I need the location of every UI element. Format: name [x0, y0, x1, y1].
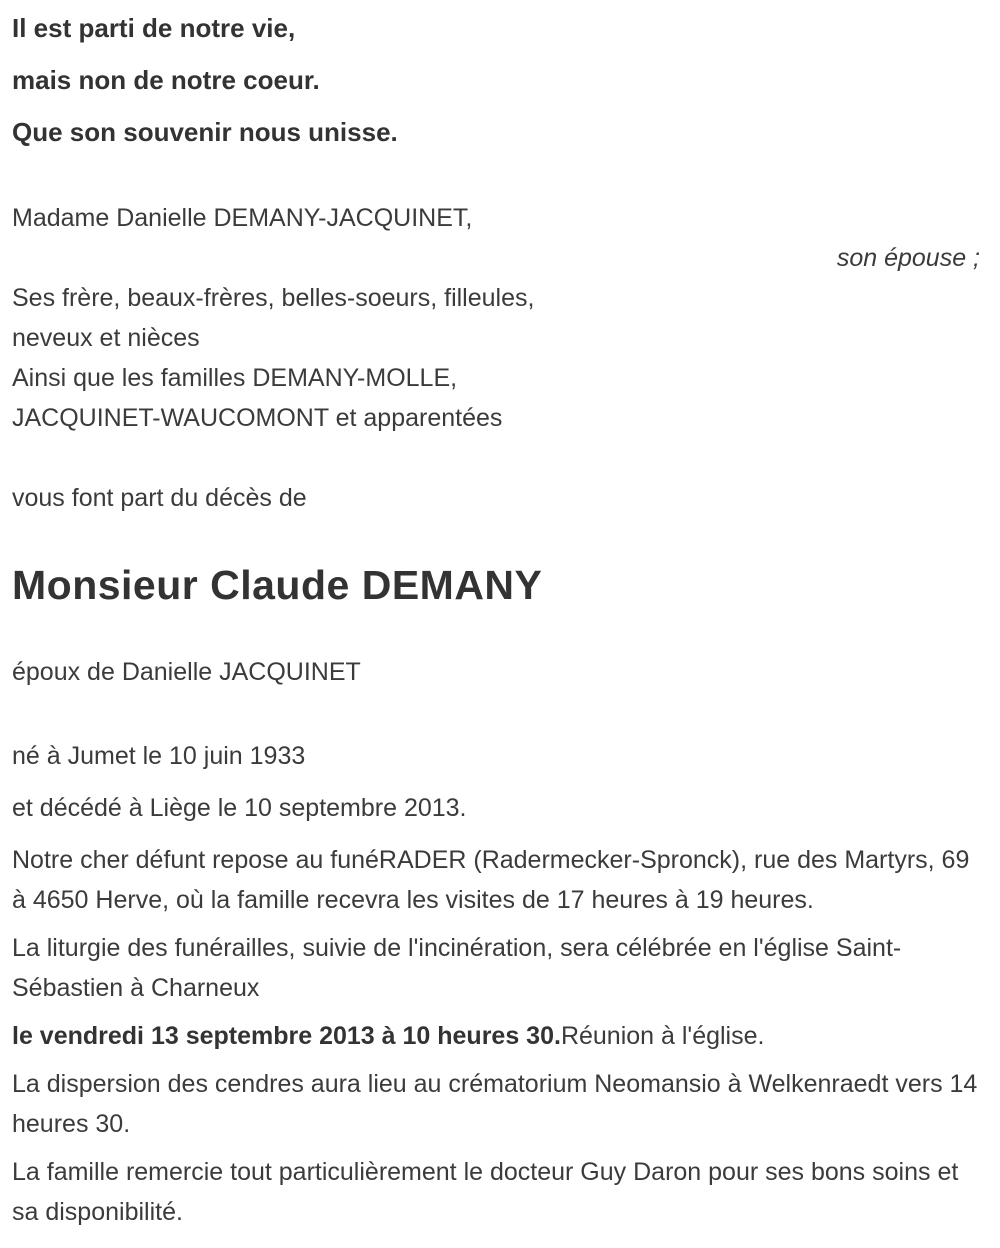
ceremony-note: Réunion à l'église. [560, 1022, 765, 1050]
birth-line: né à Jumet le 10 juin 1933 [12, 742, 306, 770]
wife-name: Madame Danielle DEMANY-JACQUINET, [12, 204, 473, 232]
epigraph-line-2: mais non de notre coeur. [12, 65, 320, 95]
spacer [12, 828, 980, 840]
dispersion-paragraph: La dispersion des cendres aura lieu au crématorium Neomansio à Welkenraedt vers 14 heures 30. [12, 1070, 978, 1138]
epigraph-line-3: Que son souvenir nous unisse. [12, 117, 398, 147]
deceased-spouse: époux de Danielle JACQUINET [12, 658, 361, 686]
repose-paragraph: Notre cher défunt repose au funéRADER (Radermecker-Spronck), rue des Martyrs, 69 à 4650 Herve, où la famille recevra les visites de 17 heures à 19 heures. [12, 846, 970, 914]
ceremony-date: le vendredi 13 septembre 2013 à 10 heures 30. [12, 1022, 561, 1050]
family-section [12, 198, 980, 438]
families-line-2: JACQUINET-WAUCOMONT et apparentées [12, 404, 503, 432]
spacer [12, 608, 980, 652]
epigraph-line-1: Il est parti de notre vie, [12, 13, 296, 43]
families-line-1: Ainsi que les familles DEMANY-MOLLE, [12, 364, 458, 392]
ceremony-paragraph [12, 1016, 980, 1056]
liturgy-paragraph: La liturgie des funérailles, suivie de l'incinération, sera célébrée en l'église Saint-Sébastien à Charneux [12, 934, 902, 1002]
spacer [12, 776, 980, 788]
spacer [12, 692, 980, 736]
epigraph [12, 14, 980, 146]
wife-role: son épouse ; [836, 244, 980, 272]
relatives-line-2: neveux et nièces [12, 324, 200, 352]
death-line: et décédé à Liège le 10 septembre 2013. [12, 794, 467, 822]
thanks-paragraph: La famille remercie tout particulièrement le docteur Guy Daron pour ses bons soins et sa disponibilité. [12, 1158, 959, 1226]
spacer [12, 518, 980, 562]
announcement-line: vous font part du décès de [12, 484, 307, 512]
relatives-line-1: Ses frère, beaux-frères, belles-soeurs, filleules, [12, 284, 535, 312]
deceased-name: Monsieur Claude DEMANY [12, 562, 543, 608]
spacer [12, 438, 980, 478]
